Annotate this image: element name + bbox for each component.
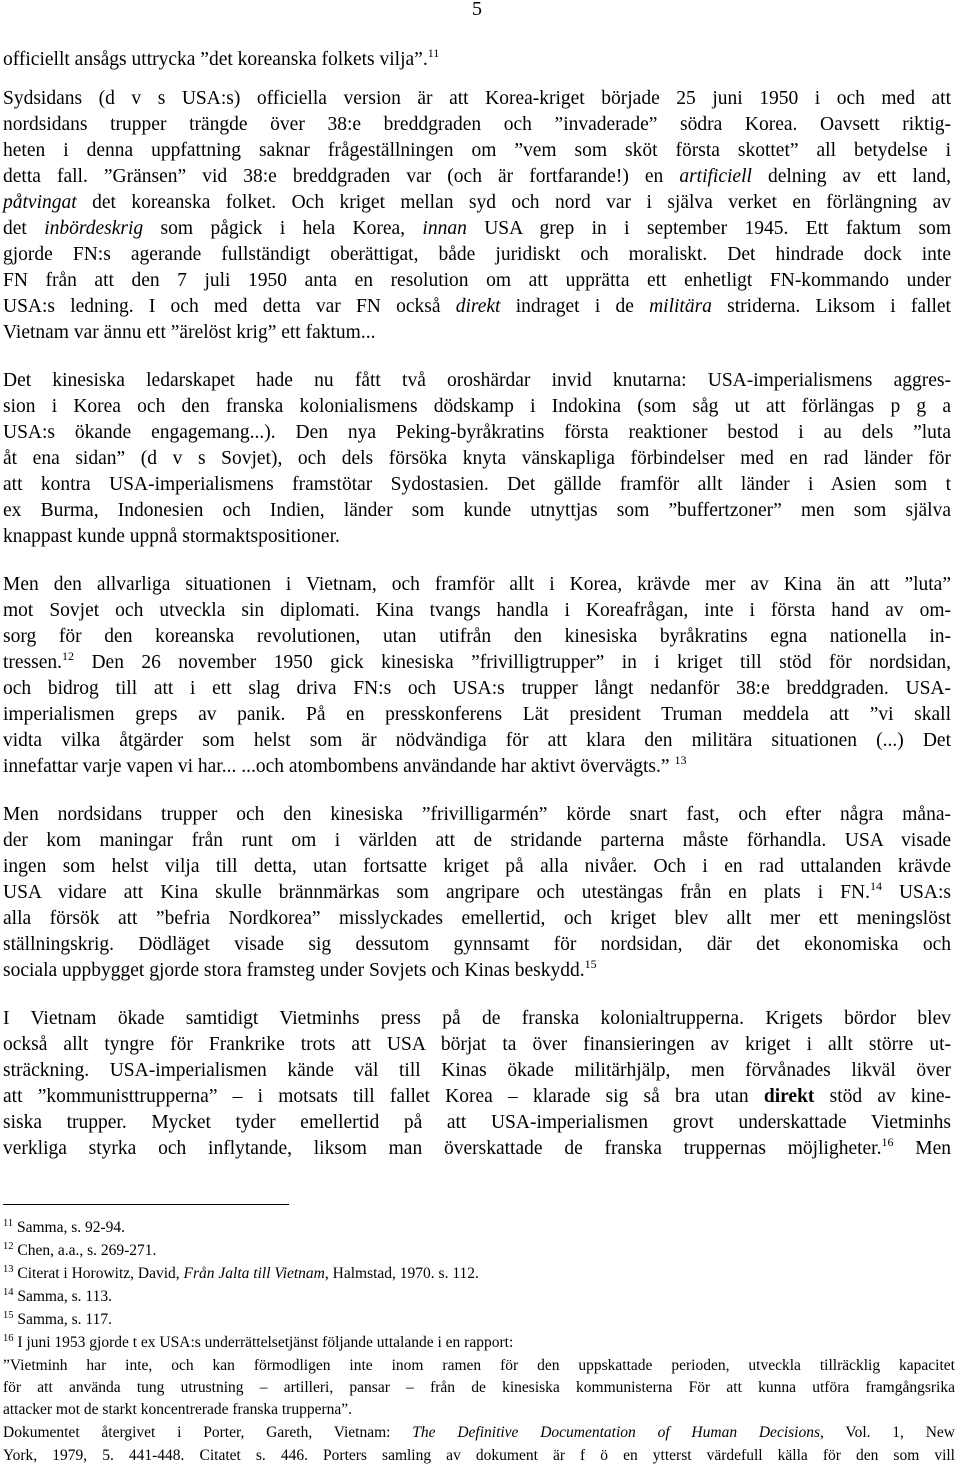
text-line — [3, 369, 951, 393]
footnote-line — [3, 1446, 955, 1466]
footnote-line — [3, 1287, 112, 1309]
text-line — [3, 243, 951, 267]
text-run: sociala uppbygget gjorde stora framsteg under Sovjets och Kinas beskydd. — [3, 960, 585, 981]
text-line — [3, 395, 951, 419]
text-run: Den 26 november 1950 gick kinesiska ”frivilligtrupper” in i kriget till stöd för nordsidan, — [74, 652, 951, 673]
text-line — [3, 599, 951, 623]
text-line — [3, 165, 951, 189]
text-run: det koreanska folket. Och kriget mellan syd och nord var i själva verket en förlängning av — [76, 192, 951, 213]
footnote-line — [3, 1218, 125, 1240]
text-run: åt ena sidan” (d v s Sovjet), och dels försöka knyta vänskapliga förbindelser med en rad länder för — [3, 448, 951, 469]
bold-text: direkt — [763, 1086, 815, 1107]
text-line — [3, 1111, 951, 1135]
text-run: Sydsidans (d v s USA:s) officiella version är att Korea-kriget började 25 juni 1950 i och med att — [3, 88, 951, 109]
text-line — [3, 703, 951, 727]
text-run: verkliga styrka och inflytande, liksom man överskattade de franska truppernas möjligheter. — [3, 1138, 882, 1159]
text-run: mot Sovjet och utveckla sin diplomati. Kina tvangs handla i Koreafrågan, inte i första hand av om- — [3, 600, 951, 621]
text-run: attacker mot de starkt koncentrerade franska trupperna”. — [3, 1401, 353, 1418]
text-line — [3, 855, 951, 879]
text-line — [3, 729, 951, 753]
text-line — [3, 473, 951, 497]
text-line — [3, 755, 686, 780]
footnote-marker: 15 — [584, 957, 597, 971]
text-run: Men — [893, 1138, 951, 1159]
italic-text: innan — [422, 218, 467, 239]
text-run: sorg för den koreanska revolutionen, utan utifrån den kinesiska byråkratins egna nationella in- — [3, 626, 951, 647]
text-run: Citerat i Horowitz, David, — [13, 1265, 184, 1282]
text-run: Samma, s. 92-94. — [13, 1219, 126, 1236]
text-run: , Vol. 1, New — [820, 1424, 955, 1441]
text-run: knappast kunde uppnå stormaktspositioner. — [3, 526, 340, 547]
text-line — [3, 525, 340, 549]
footnote-marker: 16 — [3, 1333, 14, 1344]
footnote-marker: 12 — [62, 649, 75, 663]
text-run: USA:s — [881, 882, 951, 903]
text-run: Det kinesiska ledarskapet hade nu fått två oroshärdar invid knutarna: USA-imperialismens aggres- — [3, 370, 951, 391]
text-line — [3, 1085, 951, 1109]
text-run: vidta vilka åtgärder som helst som är nödvändiga för att klara den militära situationen (...) Det — [3, 730, 951, 751]
text-run: USA grep in i september 1945. Ett faktum som — [466, 218, 951, 239]
footnote-marker: 16 — [881, 1135, 894, 1149]
text-run: stöd av kine- — [814, 1086, 951, 1107]
italic-text: direkt — [455, 296, 501, 317]
footnote-line — [3, 1264, 479, 1286]
footnote-line — [3, 1241, 156, 1263]
text-line — [3, 113, 951, 137]
text-run: York, 1979, 5. 441-448. Citatet s. 446. Porters samling av dokument är f ö en ytterst värdefull källa för den som vill — [3, 1447, 955, 1464]
footnote-separator — [3, 1204, 289, 1205]
italic-text: Från Jalta till Vietnam — [183, 1265, 325, 1282]
text-run: heten i denna uppfattning saknar frågeställningen om ”vem som sköt första skottet” all betydelse i — [3, 140, 951, 161]
italic-text: The Definitive Documentation of Human Decisions — [412, 1424, 820, 1441]
text-run: ”Vietminh har inte, och kan förmodligen inte inom ramen för den uppskattade perioden, utveckla tillräcklig kapacitet — [3, 1357, 955, 1374]
text-run: striderna. Liksom i fallet — [711, 296, 951, 317]
text-run: nordsidans trupper trängde över 38:e breddgraden och ”invaderade” södra Korea. Oavsett riktig- — [3, 114, 951, 135]
footnote-marker: 14 — [869, 879, 882, 893]
text-line — [3, 959, 597, 984]
text-run: USA:s ledning. I och med detta var FN också — [3, 296, 456, 317]
footnote-line — [3, 1310, 112, 1332]
text-run: också allt tyngre för Frankrike trots att USA börjat ta över finansieringen av kriget i allt större ut- — [3, 1034, 951, 1055]
text-run: detta fall. ”Gränsen” vid 38:e breddgraden var (och är fortfarande!) en — [3, 166, 680, 187]
text-run: sträckning. USA-imperialismen kände väl till Kinas ökade militärhjälp, men förvånades likväl över — [3, 1060, 951, 1081]
text-run: Chen, a.a., s. 269-271. — [13, 1242, 157, 1259]
text-run: det — [3, 218, 45, 239]
text-line — [3, 625, 951, 649]
text-run: Samma, s. 113. — [13, 1288, 112, 1305]
text-line — [3, 1137, 951, 1162]
text-run: Samma, s. 117. — [13, 1311, 112, 1328]
text-line — [3, 139, 951, 163]
text-run: USA:s ökande engagemang...). Den nya Peking-byråkratins första reaktioner bestod i au dels ”luta — [3, 422, 951, 443]
text-line — [3, 87, 951, 111]
text-line — [3, 217, 951, 241]
text-run: Men den allvarliga situationen i Vietnam, och framför allt i Korea, krävde mer av Kina än att ”luta” — [3, 574, 951, 595]
text-run: ställningskrig. Dödläget visade sig dessutom gynnsamt för nordsidan, där det ekonomiska och — [3, 934, 951, 955]
text-run: indraget i de — [500, 296, 650, 317]
footnote-marker: 14 — [3, 1287, 14, 1298]
text-line — [3, 573, 951, 597]
text-line — [3, 803, 951, 827]
text-line — [3, 1059, 951, 1083]
text-run: USA vidare att Kina skulle brännmärkas som angripare och utestängas från en plats i FN. — [3, 882, 870, 903]
text-run: alla försök att ”befria Nordkorea” misslyckades emellertid, och kriget blev allt mer ett meningslöst — [3, 908, 951, 929]
text-line — [3, 933, 951, 957]
italic-text: artificiell — [679, 166, 752, 187]
text-line — [3, 447, 951, 471]
footnote-marker: 13 — [3, 1264, 14, 1275]
text-run: delning av ett land, — [751, 166, 951, 187]
text-run: Dokumentet återgivet i Porter, Gareth, Vietnam: — [3, 1424, 413, 1441]
text-run: som pågick i hela Korea, — [143, 218, 423, 239]
footnote-line — [3, 1356, 955, 1376]
text-line — [3, 829, 951, 853]
text-line — [3, 421, 951, 445]
text-run: att ”kommunisttrupperna” – i motsats till fallet Korea – klarade sig så bra utan — [3, 1086, 764, 1107]
text-run: innefattar varje vapen vi har... ...och atombombens användande har aktivt övervägts.” — [3, 756, 675, 777]
footnote-line — [3, 1400, 352, 1420]
text-run: för att använda tung utrustning – artilleri, pansar – från de kinesiska kommunisterna För att kunna utföra framgångsrika — [3, 1379, 955, 1396]
footnote-line — [3, 1423, 955, 1443]
text-run: gjorde FN:s agerande fullständigt oberättigat, både juridiskt och moraliskt. Det hindrade dock inte — [3, 244, 951, 265]
text-run: ingen som helst vilja till detta, utan fortsatte kriget på alla nivåer. Och i en rad uttalanden krävde — [3, 856, 951, 877]
text-line — [3, 48, 439, 73]
text-run: sion i Korea och den franska kolonialismens dödskamp i Indokina (som såg ut att förlängas p g a — [3, 396, 951, 417]
text-run: , Halmstad, 1970. s. 112. — [324, 1265, 479, 1282]
italic-text: påtvingat — [3, 192, 77, 213]
page-number: 5 — [472, 0, 482, 20]
text-run: I juni 1953 gjorde t ex USA:s underrättelsetjänst följande uttalande i en rapport: — [13, 1334, 514, 1351]
footnote-line — [3, 1378, 955, 1398]
text-run: ex Burma, Indonesien och Indien, länder som kunde utnyttjas som ”buffertzoner” men som själva — [3, 500, 951, 521]
text-run: FN från att den 7 juli 1950 anta en resolution om att upprätta ett enhetligt FN-kommando under — [3, 270, 951, 291]
text-run: Vietnam var ännu ett ”ärelöst krig” ett faktum... — [3, 322, 376, 343]
text-run: att kontra USA-imperialismens framstötar Sydostasien. Det gällde framför allt länder i Asien som t — [3, 474, 951, 495]
text-line — [3, 191, 951, 215]
text-run: tressen. — [3, 652, 63, 673]
text-run: I Vietnam ökade samtidigt Vietminhs press på de franska kolonialtrupperna. Krigets bördor blev — [3, 1008, 951, 1029]
footnote-line — [3, 1333, 513, 1355]
text-line — [3, 907, 951, 931]
text-run: Men nordsidans trupper och den kinesiska ”frivilligarmén” körde snart fast, och efter några måna- — [3, 804, 951, 825]
italic-text: inbördeskrig — [44, 218, 144, 239]
text-run: siska trupper. Mycket tyder emellertid på att USA-imperialismen grovt underskattade Vietminhs — [3, 1112, 951, 1133]
footnote-marker: 15 — [3, 1310, 14, 1321]
footnote-marker: 13 — [674, 753, 687, 767]
text-line — [3, 881, 951, 906]
text-line — [3, 499, 951, 523]
text-line — [3, 269, 951, 293]
text-line — [3, 1007, 951, 1031]
footnote-marker: 11 — [3, 1218, 14, 1229]
italic-text: militära — [649, 296, 712, 317]
text-run: och bidrog till att i ett slag driva FN:s och USA:s trupper långt nedanför 38:e breddgraden. USA- — [3, 678, 951, 699]
text-run: der kom maningar från runt om i världen att de stridande parterna måste förhandla. USA visade — [3, 830, 951, 851]
text-line — [3, 295, 951, 319]
text-line — [3, 321, 375, 345]
text-line — [3, 651, 951, 676]
text-run: imperialismen greps av panik. På en presskonferens Lät president Truman meddela att ”vi skall — [3, 704, 951, 725]
text-line — [3, 1033, 951, 1057]
text-run: officiellt ansågs uttrycka ”det koreanska folkets vilja”. — [3, 49, 428, 70]
footnote-marker: 12 — [3, 1241, 14, 1252]
text-line — [3, 677, 951, 701]
footnote-marker: 11 — [427, 46, 440, 60]
